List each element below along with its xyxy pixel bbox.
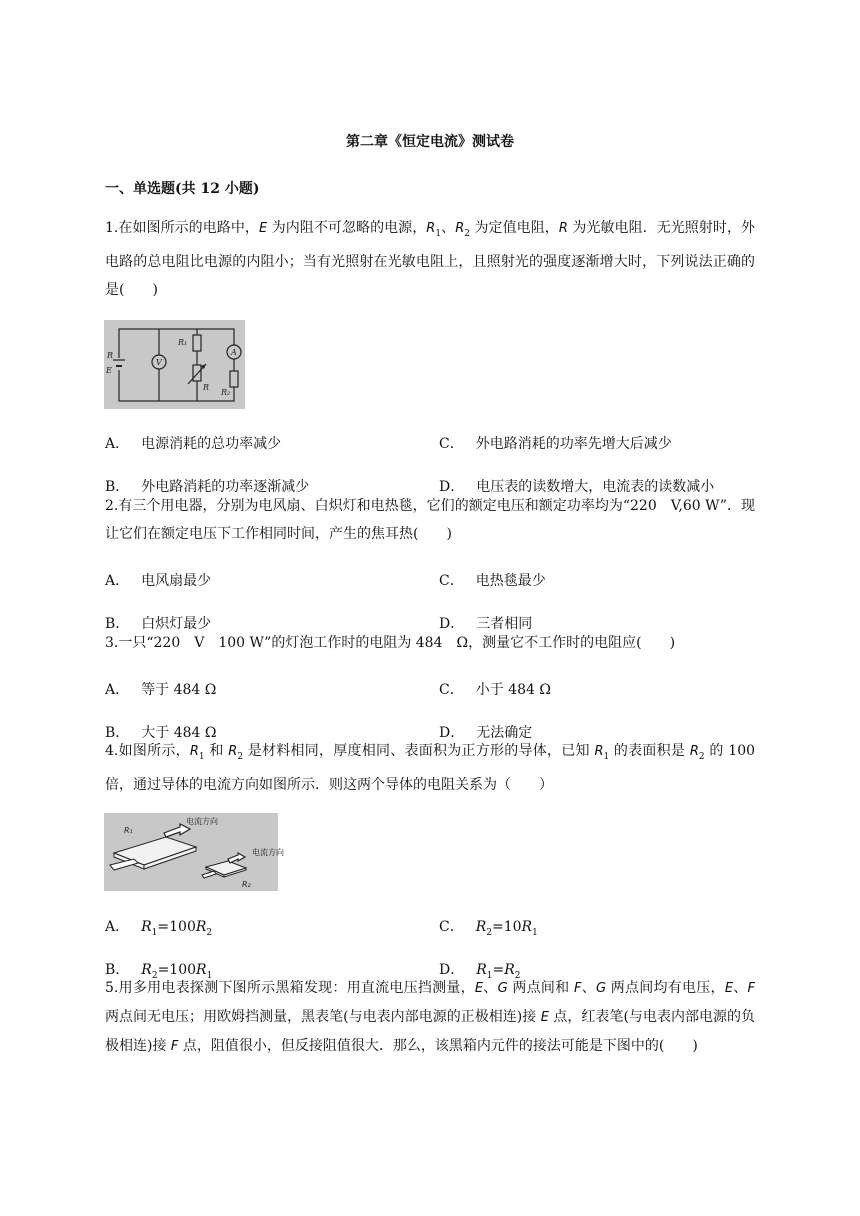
q2-option-a[interactable]: A． 电风扇最少 xyxy=(105,573,212,589)
r1-label: R₁ xyxy=(178,338,188,347)
question-2-text: 2.有三个用电器，分别为电风扇、白炽灯和电热毯，它们的额定电压和额定功率均为“220 V,60 W”．现让它们在额定电压下工作相同时间，产生的焦耳热( ) xyxy=(105,498,755,542)
q1-option-d[interactable]: D． 电压表的读数增大，电流表的读数减小 xyxy=(439,479,715,495)
circuit-diagram-figure xyxy=(104,320,245,409)
r-label: R xyxy=(203,383,210,392)
q4-option-c[interactable]: C． $R_2=10R_1$ xyxy=(439,919,538,938)
q4-option-a[interactable]: A． $R_1=100R_2$ xyxy=(105,919,213,938)
q3-option-b[interactable]: B． 大于 484 Ω xyxy=(105,725,217,741)
ammeter-label: A xyxy=(231,348,237,357)
internal-resistance-label: R xyxy=(107,351,114,360)
q3-option-a[interactable]: A． 等于 484 Ω xyxy=(105,682,217,698)
question-4-text: 4.如图所示，$R_1$ 和 $R_2$ 是材料相同，厚度相同、表面积为正方形的导体，已知 $R_1$ 的表面积是 $R_2$ 的 100 倍，通过导体的电流方向如图所示．则这两个导体的电阻关系为（ ） xyxy=(105,743,756,793)
r2-label: R₂ xyxy=(221,388,231,397)
emf-label: E xyxy=(106,366,112,375)
q2-option-b[interactable]: B． 白炽灯最少 xyxy=(105,616,212,632)
question-3-text: 3.一只“220 V 100 W”的灯泡工作时的电阻为 484 Ω，测量它不工作时的电阻应( ) xyxy=(105,635,676,651)
q1-option-b[interactable]: B． 外电路消耗的功率逐渐减少 xyxy=(105,479,310,495)
q4-option-b[interactable]: B． $R_2=100R_1$ xyxy=(105,962,213,981)
q3-option-c[interactable]: C． 小于 484 Ω xyxy=(439,682,551,698)
r1-conductor-label: R₁ xyxy=(124,826,133,835)
r2-conductor-label: R₂ xyxy=(242,880,251,889)
question-1-text: 1.在如图所示的电路中，E 为内阻不可忽略的电源，$R_1$、$R_2$ 为定值电阻，R 为光敏电阻．无光照射时，外电路的总电阻比电源的内阻小；当有光照射在光敏电阻上，且照射光的强度逐渐增大时，下列说法正确的是( ) xyxy=(105,220,756,298)
q2-option-c[interactable]: C． 电热毯最少 xyxy=(439,573,546,589)
q1-option-a[interactable]: A． 电源消耗的总功率减少 xyxy=(105,436,282,452)
conductors-figure xyxy=(104,813,284,891)
q3-option-d[interactable]: D． 无法确定 xyxy=(439,725,533,741)
question-5-text: 5.用多用电表探测下图所示黑箱发现：用直流电压挡测量，E、G 两点间和 F、G 两点间均有电压，E、F 两点间无电压；用欧姆挡测量，黑表笔(与电表内部电源的正极相连)接 E 点，红表笔(与电表内部电源的负极相连)接 F 点，阻值很小，但反接阻值很大．那么，该黑箱内元件的接法可能是下图中的( ) xyxy=(105,980,756,1054)
page-title: 第二章《恒定电流》测试卷 xyxy=(346,134,514,150)
q2-option-d[interactable]: D． 三者相同 xyxy=(439,616,533,632)
voltmeter-label: V xyxy=(156,358,162,367)
q4-option-d[interactable]: D． $R_1=R_2$ xyxy=(439,962,521,981)
current-direction-label-1: 电流方向 xyxy=(186,817,218,826)
current-direction-label-2: 电流方向 xyxy=(252,848,284,857)
q1-option-c[interactable]: C． 外电路消耗的功率先增大后减少 xyxy=(439,436,672,452)
section-heading: 一、单选题(共 12 小题) xyxy=(105,181,260,197)
